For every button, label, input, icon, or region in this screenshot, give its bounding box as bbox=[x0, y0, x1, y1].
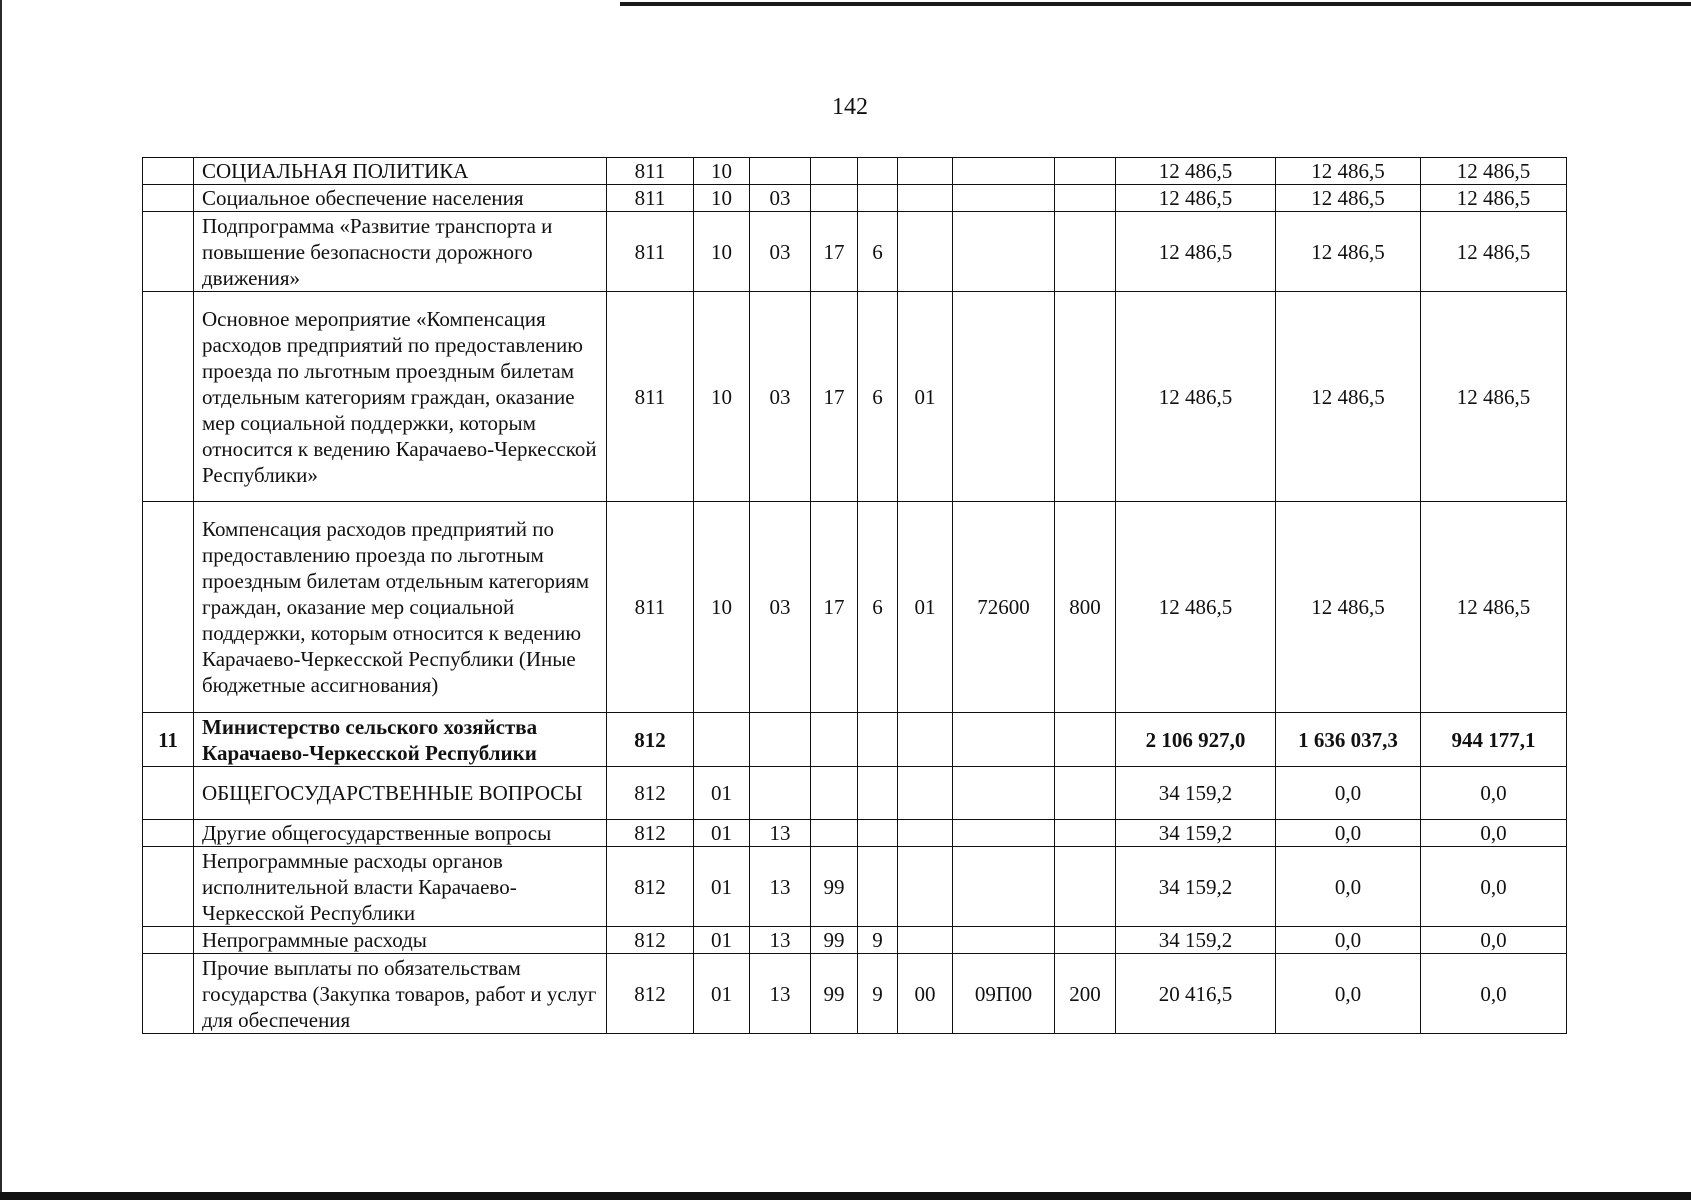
cell-nr bbox=[953, 927, 1055, 954]
cell-year2: 12 486,5 bbox=[1276, 292, 1421, 502]
cell-om bbox=[898, 767, 953, 820]
row-index bbox=[143, 185, 194, 212]
cell-om: 01 bbox=[898, 502, 953, 713]
cell-pr: 03 bbox=[750, 502, 811, 713]
cell-rz: 01 bbox=[694, 847, 750, 927]
cell-vr bbox=[1055, 212, 1116, 292]
cell-vr bbox=[1055, 185, 1116, 212]
row-name: ОБЩЕГОСУДАРСТВЕННЫЕ ВОПРОСЫ bbox=[194, 767, 607, 820]
cell-year1: 12 486,5 bbox=[1116, 158, 1276, 185]
scan-edge-top bbox=[620, 2, 1691, 6]
cell-ved: 812 bbox=[607, 820, 694, 847]
budget-table bbox=[142, 157, 1567, 1034]
scan-edge-left bbox=[0, 0, 2, 1200]
row-index bbox=[143, 212, 194, 292]
cell-ps: 17 bbox=[811, 502, 858, 713]
cell-year3: 12 486,5 bbox=[1421, 158, 1567, 185]
cell-vr bbox=[1055, 927, 1116, 954]
cell-year1: 12 486,5 bbox=[1116, 292, 1276, 502]
cell-ps bbox=[811, 158, 858, 185]
row-name: Прочие выплаты по обязательствам государства (Закупка товаров, работ и услуг для обеспечения bbox=[194, 954, 607, 1034]
cell-year1: 34 159,2 bbox=[1116, 847, 1276, 927]
cell-year3: 12 486,5 bbox=[1421, 185, 1567, 212]
table-row bbox=[143, 954, 1567, 1034]
cell-ps bbox=[811, 767, 858, 820]
cell-pp bbox=[858, 847, 898, 927]
row-index bbox=[143, 767, 194, 820]
cell-om bbox=[898, 212, 953, 292]
cell-ved: 811 bbox=[607, 212, 694, 292]
table-row bbox=[143, 185, 1567, 212]
cell-year2: 0,0 bbox=[1276, 820, 1421, 847]
cell-ved: 812 bbox=[607, 847, 694, 927]
cell-rz: 01 bbox=[694, 820, 750, 847]
cell-pp bbox=[858, 820, 898, 847]
cell-year3: 0,0 bbox=[1421, 927, 1567, 954]
row-index: 11 bbox=[143, 713, 194, 767]
cell-year2: 0,0 bbox=[1276, 767, 1421, 820]
scan-edge-bottom bbox=[0, 1192, 1691, 1200]
table-row bbox=[143, 847, 1567, 927]
cell-pp bbox=[858, 185, 898, 212]
cell-year2: 12 486,5 bbox=[1276, 502, 1421, 713]
cell-rz bbox=[694, 713, 750, 767]
cell-vr bbox=[1055, 767, 1116, 820]
row-name: СОЦИАЛЬНАЯ ПОЛИТИКА bbox=[194, 158, 607, 185]
cell-nr bbox=[953, 185, 1055, 212]
row-index bbox=[143, 502, 194, 713]
cell-nr bbox=[953, 820, 1055, 847]
cell-year2: 0,0 bbox=[1276, 927, 1421, 954]
cell-om bbox=[898, 185, 953, 212]
cell-year3: 0,0 bbox=[1421, 954, 1567, 1034]
cell-rz: 01 bbox=[694, 767, 750, 820]
cell-year1: 2 106 927,0 bbox=[1116, 713, 1276, 767]
row-index bbox=[143, 820, 194, 847]
cell-pr: 03 bbox=[750, 292, 811, 502]
cell-year2: 1 636 037,3 bbox=[1276, 713, 1421, 767]
cell-ps bbox=[811, 820, 858, 847]
cell-pr: 13 bbox=[750, 847, 811, 927]
cell-ps: 99 bbox=[811, 847, 858, 927]
row-name: Основное мероприятие «Компенсация расходов предприятий по предоставлению проезда по льготным проездным билетам отдельным категориям граждан, оказание мер социальной поддержки, которым относится к ведению Карачаево-Черкесской Республики» bbox=[194, 292, 607, 502]
row-name: Непрограммные расходы bbox=[194, 927, 607, 954]
cell-rz: 10 bbox=[694, 185, 750, 212]
cell-pp: 6 bbox=[858, 292, 898, 502]
cell-ps bbox=[811, 713, 858, 767]
table-row bbox=[143, 292, 1567, 502]
cell-pp: 9 bbox=[858, 927, 898, 954]
cell-year2: 12 486,5 bbox=[1276, 212, 1421, 292]
cell-rz: 10 bbox=[694, 292, 750, 502]
cell-year1: 12 486,5 bbox=[1116, 212, 1276, 292]
cell-rz: 10 bbox=[694, 158, 750, 185]
cell-rz: 10 bbox=[694, 212, 750, 292]
cell-year1: 34 159,2 bbox=[1116, 927, 1276, 954]
row-name: Компенсация расходов предприятий по предоставлению проезда по льготным проездным билетам отдельным категориям граждан, оказание мер социальной поддержки, которым относится к ведению Карачаево-Черкесской Республики (Иные бюджетные ассигнования) bbox=[194, 502, 607, 713]
cell-ps: 99 bbox=[811, 927, 858, 954]
table-body bbox=[143, 158, 1567, 1034]
cell-nr bbox=[953, 158, 1055, 185]
cell-pr bbox=[750, 713, 811, 767]
cell-ved: 811 bbox=[607, 502, 694, 713]
cell-vr bbox=[1055, 158, 1116, 185]
cell-pr: 03 bbox=[750, 212, 811, 292]
cell-year1: 12 486,5 bbox=[1116, 502, 1276, 713]
cell-rz: 01 bbox=[694, 927, 750, 954]
row-name: Подпрограмма «Развитие транспорта и повышение безопасности дорожного движения» bbox=[194, 212, 607, 292]
cell-pp: 6 bbox=[858, 212, 898, 292]
cell-ved: 812 bbox=[607, 713, 694, 767]
cell-om bbox=[898, 713, 953, 767]
cell-ps: 17 bbox=[811, 212, 858, 292]
cell-pr: 13 bbox=[750, 954, 811, 1034]
row-name: Непрограммные расходы органов исполнительной власти Карачаево-Черкесской Республики bbox=[194, 847, 607, 927]
row-index bbox=[143, 954, 194, 1034]
cell-rz: 10 bbox=[694, 502, 750, 713]
cell-ved: 811 bbox=[607, 292, 694, 502]
table-row bbox=[143, 927, 1567, 954]
cell-year3: 12 486,5 bbox=[1421, 292, 1567, 502]
cell-year1: 34 159,2 bbox=[1116, 820, 1276, 847]
cell-ved: 811 bbox=[607, 158, 694, 185]
page-number: 142 bbox=[832, 94, 868, 120]
cell-pr: 13 bbox=[750, 820, 811, 847]
cell-ps bbox=[811, 185, 858, 212]
cell-vr bbox=[1055, 847, 1116, 927]
cell-rz: 01 bbox=[694, 954, 750, 1034]
cell-pp: 6 bbox=[858, 502, 898, 713]
cell-vr bbox=[1055, 820, 1116, 847]
cell-nr bbox=[953, 713, 1055, 767]
cell-ps: 17 bbox=[811, 292, 858, 502]
cell-pp bbox=[858, 767, 898, 820]
table-row bbox=[143, 767, 1567, 820]
cell-nr: 72600 bbox=[953, 502, 1055, 713]
cell-ved: 812 bbox=[607, 767, 694, 820]
cell-ps: 99 bbox=[811, 954, 858, 1034]
row-index bbox=[143, 927, 194, 954]
cell-year1: 12 486,5 bbox=[1116, 185, 1276, 212]
cell-om bbox=[898, 158, 953, 185]
cell-year3: 12 486,5 bbox=[1421, 502, 1567, 713]
row-index bbox=[143, 847, 194, 927]
cell-nr bbox=[953, 212, 1055, 292]
cell-om: 01 bbox=[898, 292, 953, 502]
cell-year3: 0,0 bbox=[1421, 847, 1567, 927]
row-name: Социальное обеспечение населения bbox=[194, 185, 607, 212]
cell-om bbox=[898, 927, 953, 954]
cell-year3: 0,0 bbox=[1421, 820, 1567, 847]
cell-year2: 12 486,5 bbox=[1276, 158, 1421, 185]
row-index bbox=[143, 158, 194, 185]
cell-pr bbox=[750, 158, 811, 185]
cell-year1: 34 159,2 bbox=[1116, 767, 1276, 820]
cell-vr: 800 bbox=[1055, 502, 1116, 713]
cell-ved: 812 bbox=[607, 927, 694, 954]
table-row bbox=[143, 212, 1567, 292]
cell-nr: 09П00 bbox=[953, 954, 1055, 1034]
cell-ved: 811 bbox=[607, 185, 694, 212]
cell-year2: 12 486,5 bbox=[1276, 185, 1421, 212]
row-name: Министерство сельского хозяйства Карачаево-Черкесской Республики bbox=[194, 713, 607, 767]
cell-vr bbox=[1055, 713, 1116, 767]
table-row bbox=[143, 713, 1567, 767]
cell-pp bbox=[858, 158, 898, 185]
cell-year3: 12 486,5 bbox=[1421, 212, 1567, 292]
cell-pr: 03 bbox=[750, 185, 811, 212]
cell-year2: 0,0 bbox=[1276, 954, 1421, 1034]
cell-om bbox=[898, 820, 953, 847]
cell-om: 00 bbox=[898, 954, 953, 1034]
cell-pr: 13 bbox=[750, 927, 811, 954]
table-row bbox=[143, 158, 1567, 185]
cell-nr bbox=[953, 847, 1055, 927]
cell-year3: 0,0 bbox=[1421, 767, 1567, 820]
cell-pp: 9 bbox=[858, 954, 898, 1034]
cell-pp bbox=[858, 713, 898, 767]
cell-nr bbox=[953, 292, 1055, 502]
row-index bbox=[143, 292, 194, 502]
cell-vr: 200 bbox=[1055, 954, 1116, 1034]
cell-nr bbox=[953, 767, 1055, 820]
cell-vr bbox=[1055, 292, 1116, 502]
cell-year2: 0,0 bbox=[1276, 847, 1421, 927]
cell-year3: 944 177,1 bbox=[1421, 713, 1567, 767]
table-row bbox=[143, 502, 1567, 713]
table-row bbox=[143, 820, 1567, 847]
cell-pr bbox=[750, 767, 811, 820]
cell-om bbox=[898, 847, 953, 927]
cell-year1: 20 416,5 bbox=[1116, 954, 1276, 1034]
row-name: Другие общегосударственные вопросы bbox=[194, 820, 607, 847]
cell-ved: 812 bbox=[607, 954, 694, 1034]
